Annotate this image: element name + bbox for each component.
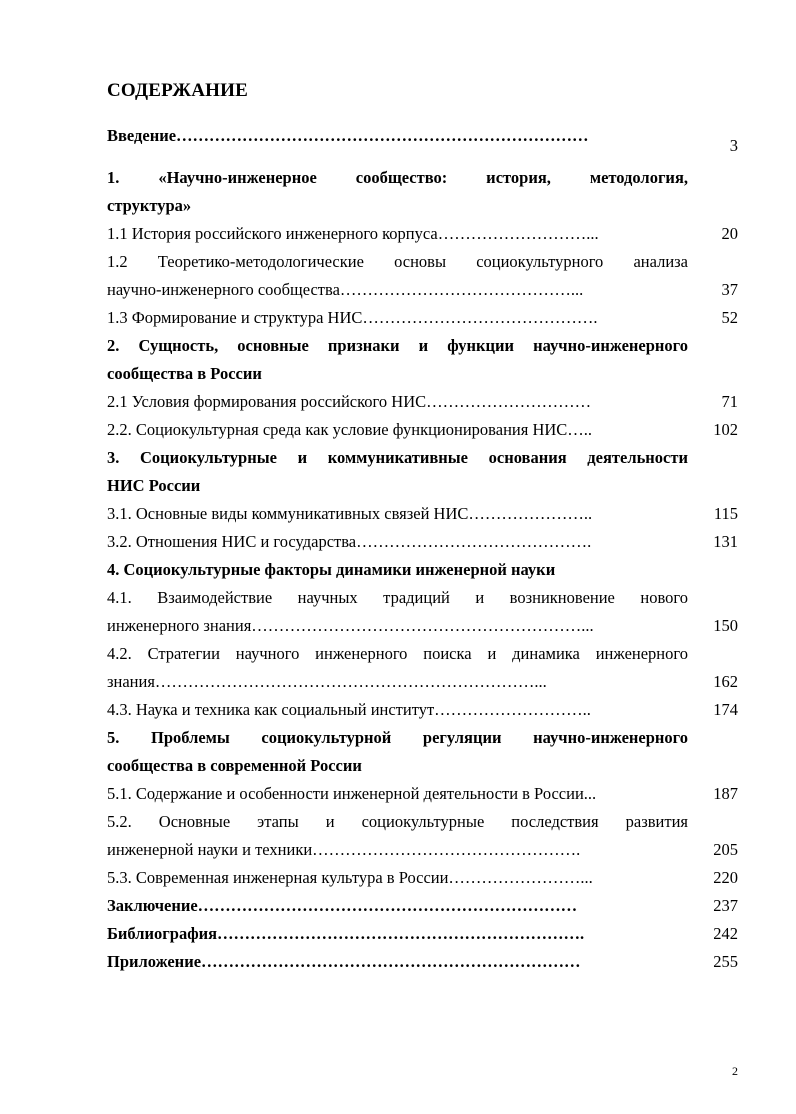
toc-entry-page: 237 xyxy=(713,896,738,915)
toc-entry-1-1 xyxy=(107,220,738,248)
toc-entry-page: 242 xyxy=(713,924,738,943)
toc-heading-3-cont xyxy=(107,472,738,500)
toc-entry-4-1-cont xyxy=(107,612,738,640)
toc-heading-line: сообщества в современной России xyxy=(107,756,362,775)
toc-heading-line: 5. Проблемы социокультурной регуляции научно-инженерного xyxy=(107,728,688,747)
toc-entry-4-2 xyxy=(107,640,738,668)
toc-entry-page: 162 xyxy=(713,672,738,691)
toc-heading-line: сообщества в России xyxy=(107,364,262,383)
table-of-contents xyxy=(107,122,738,976)
toc-entry-appendix xyxy=(107,948,738,976)
toc-entry-title: Приложение…………………………………………………………… xyxy=(107,952,581,971)
toc-entry-4-1 xyxy=(107,584,738,612)
toc-entry-title: 3.1. Основные виды коммуникативных связей НИС………………….. xyxy=(107,504,593,523)
toc-entry-title: 5.1. Содержание и особенности инженерной деятельности в России... xyxy=(107,784,597,803)
toc-entry-page: 20 xyxy=(721,224,738,243)
toc-entry-title: 5.3. Современная инженерная культура в России……………………... xyxy=(107,868,593,887)
toc-heading-4 xyxy=(107,556,738,584)
toc-entry-page: 131 xyxy=(713,532,738,551)
toc-entry-title: 4.1. Взаимодействие научных традиций и возникновение нового xyxy=(107,588,688,607)
toc-entry-5-2 xyxy=(107,808,738,836)
toc-entry-3-2 xyxy=(107,528,738,556)
toc-entry-conclusion xyxy=(107,892,738,920)
toc-heading-2-cont xyxy=(107,360,738,388)
toc-entry-5-2-cont xyxy=(107,836,738,864)
toc-entry-3-1 xyxy=(107,500,738,528)
toc-entry-title: 3.2. Отношения НИС и государства……………………………………. xyxy=(107,532,592,551)
toc-entry-title: 5.2. Основные этапы и социокультурные последствия развития xyxy=(107,812,688,831)
toc-entry-intro xyxy=(107,122,738,164)
toc-entry-page: 102 xyxy=(713,420,738,439)
toc-entry-page: 71 xyxy=(721,392,738,411)
toc-entry-page: 150 xyxy=(713,616,738,635)
toc-entry-page: 3 xyxy=(729,136,738,155)
toc-heading-line: НИС России xyxy=(107,476,201,495)
toc-entry-1-2 xyxy=(107,248,738,276)
toc-entry-title: 2.1 Условия формирования российского НИС………………………… xyxy=(107,392,592,411)
toc-entry-title: 4.2. Стратегии научного инженерного поиска и динамика инженерного xyxy=(107,644,688,663)
toc-entry-page: 37 xyxy=(721,280,738,299)
toc-entry-title: Заключение…………………………………………………………… xyxy=(107,896,578,915)
toc-heading-1 xyxy=(107,164,738,192)
toc-heading-5 xyxy=(107,724,738,752)
toc-entry-title: инженерного знания……………………………………………………... xyxy=(107,616,594,635)
toc-entry-bibliography xyxy=(107,920,738,948)
toc-heading-line: 3. Социокультурные и коммуникативные основания деятельности xyxy=(107,448,688,467)
toc-heading-2 xyxy=(107,332,738,360)
toc-heading-line: 1. «Научно-инженерное сообщество: история, методология, xyxy=(107,168,688,187)
toc-heading-1-cont xyxy=(107,192,738,220)
toc-entry-title: 1.3 Формирование и структура НИС……………………………………. xyxy=(107,308,598,327)
toc-entry-5-1 xyxy=(107,780,738,808)
toc-heading-3 xyxy=(107,444,738,472)
toc-entry-title: инженерной науки и техники…………………………………………. xyxy=(107,840,581,859)
toc-entry-page: 255 xyxy=(713,952,738,971)
toc-heading-line: структура» xyxy=(107,196,192,215)
toc-entry-page: 205 xyxy=(713,840,738,859)
toc-heading-line: 4. Социокультурные факторы динамики инженерной науки xyxy=(107,560,556,579)
toc-heading-5-cont xyxy=(107,752,738,780)
page-number: 2 xyxy=(732,1064,738,1078)
page-title: СОДЕРЖАНИЕ xyxy=(107,80,248,101)
toc-entry-title: знания……………………………………………………………... xyxy=(107,672,547,691)
toc-entry-page: 187 xyxy=(713,784,738,803)
toc-entry-title: 1.2 Теоретико-методологические основы социокультурного анализа xyxy=(107,252,688,271)
toc-entry-page: 174 xyxy=(713,700,738,719)
toc-entry-4-3 xyxy=(107,696,738,724)
toc-entry-title: 2.2. Социокультурная среда как условие функционирования НИС….. xyxy=(107,420,593,439)
toc-entry-5-3 xyxy=(107,864,738,892)
toc-entry-1-3 xyxy=(107,304,738,332)
toc-entry-title: 1.1 История российского инженерного корпуса………………………... xyxy=(107,224,599,243)
toc-entry-2-2 xyxy=(107,416,738,444)
toc-entry-page: 52 xyxy=(721,308,738,327)
toc-entry-title: 4.3. Наука и техника как социальный институт……………………….. xyxy=(107,700,591,719)
toc-entry-4-2-cont xyxy=(107,668,738,696)
toc-heading-line: 2. Сущность, основные признаки и функции научно-инженерного xyxy=(107,336,688,355)
toc-entry-title: научно-инженерного сообщества……………………………………... xyxy=(107,280,584,299)
toc-entry-2-1 xyxy=(107,388,738,416)
toc-entry-title: Введение………………………………………………………………… xyxy=(107,126,589,145)
toc-entry-1-2-cont xyxy=(107,276,738,304)
toc-entry-title: Библиография…………………………………………………………. xyxy=(107,924,585,943)
toc-entry-page: 115 xyxy=(713,504,738,523)
toc-entry-page: 220 xyxy=(713,868,738,887)
